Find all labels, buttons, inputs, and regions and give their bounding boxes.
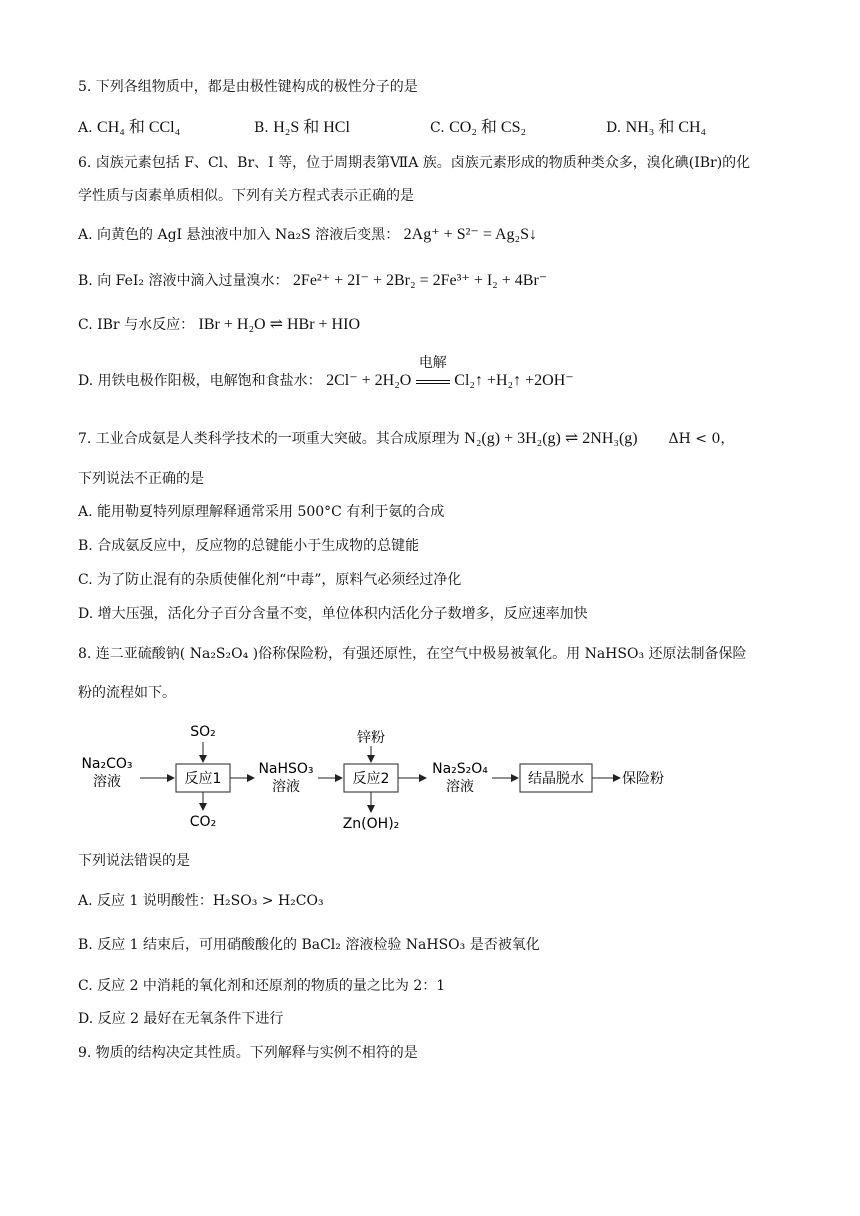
output-1-label: CO₂ — [189, 814, 217, 830]
process-flow-diagram — [74, 718, 694, 838]
option-text: NH₃ 和 CH₄ — [625, 119, 707, 136]
option-prefix: A. 向黄色的 AgI 悬浊液中加入 Na₂S 溶液后变黑： — [78, 227, 400, 243]
q8-sub-stem: 下列说法错误的是 — [78, 853, 190, 869]
option-text: CO₂ 和 CS₂ — [449, 119, 527, 136]
reaction-2-label: 反应2 — [352, 771, 390, 787]
enthalpy: ΔH < 0， — [668, 431, 735, 447]
crystallize-label: 结晶脱水 — [528, 771, 584, 787]
q8-stem-line2: 粉的流程如下。 — [78, 685, 176, 701]
condition-label: 电解 — [418, 355, 447, 371]
equation: IBr + H₂O ⇌ HBr + HIO — [198, 316, 360, 333]
equals-line-bottom — [416, 383, 450, 384]
q5-option-a — [78, 114, 180, 137]
q8-option-a: A. 反应 1 说明酸性：H₂SO₃ > H₂CO₃ — [78, 893, 324, 909]
option-letter: A. — [78, 120, 93, 136]
equation-right: Cl₂↑ +H₂↑ +2OH⁻ — [454, 372, 574, 389]
equation-left: 2Cl⁻ + 2H₂O — [326, 372, 412, 389]
mid2-label-bottom: 溶液 — [446, 779, 474, 795]
start-label-top: Na₂CO₃ — [81, 756, 133, 772]
mid-label-bottom: 溶液 — [272, 779, 300, 795]
q8-option-b: B. 反应 1 结束后，可用硝酸酸化的 BaCl₂ 溶液检验 NaHSO₃ 是否被氧化 — [78, 937, 540, 953]
stem-prefix: 7. 工业合成氨是人类科学技术的一项重大突破。其合成原理为 — [78, 431, 460, 447]
q5-option-d — [606, 114, 706, 137]
q8-option-d: D. 反应 2 最好在无氧条件下进行 — [78, 1011, 284, 1027]
option-letter: D. — [606, 120, 622, 136]
option-letter: B. — [254, 120, 269, 136]
end-label: 保险粉 — [622, 771, 664, 787]
equation: 2Fe²⁺ + 2I⁻ + 2Br₂ = 2Fe³⁺ + I₂ + 4Br⁻ — [292, 272, 548, 289]
option-prefix: D. 用铁电极作阳极，电解饱和食盐水： — [78, 373, 322, 389]
q6-option-b — [78, 272, 547, 290]
q5-option-b — [254, 114, 350, 137]
equation: N₂(g) + 3H₂(g) ⇌ 2NH₃(g) — [464, 430, 638, 447]
option-prefix: C. IBr 与水反应： — [78, 317, 195, 333]
mid-label-top: NaHSO₃ — [258, 761, 314, 777]
input-2-label: 锌粉 — [357, 730, 385, 746]
input-1-label: SO₂ — [190, 724, 216, 740]
option-letter: C. — [430, 120, 445, 136]
q6-option-a — [78, 226, 537, 244]
q9-stem: 9. 物质的结构决定其性质。下列解释与实例不相符的是 — [78, 1045, 418, 1061]
equals-line-top — [416, 380, 450, 381]
option-text: CH₄ 和 CCl₄ — [97, 119, 181, 136]
q6-option-c — [78, 316, 360, 334]
q7-stem-line2: 下列说法不正确的是 — [78, 471, 204, 487]
option-text: H₂S 和 HCl — [273, 119, 350, 136]
flow-svg — [74, 718, 694, 838]
q6-stem-line2: 学性质与卤素单质相似。下列有关方程式表示正确的是 — [78, 188, 414, 204]
reaction-1-label: 反应1 — [184, 771, 222, 787]
q7-option-a: A. 能用勒夏特列原理解释通常采用 500°C 有利于氨的合成 — [78, 504, 445, 520]
q6-stem-line1: 6. 卤族元素包括 F、Cl、Br、I 等，位于周期表第ⅦA 族。卤族元素形成的物质种类众多，溴化碘(IBr)的化 — [78, 155, 751, 171]
mid2-label-top: Na₂S₂O₄ — [432, 761, 488, 777]
q7-option-c: C. 为了防止混有的杂质使催化剂“中毒”，原料气必须经过净化 — [78, 572, 462, 588]
q7-stem-line1 — [78, 430, 734, 448]
q5-option-c — [430, 114, 526, 137]
q8-stem-line1: 8. 连二亚硫酸钠( Na₂S₂O₄ )俗称保险粉，有强还原性，在空气中极易被氧化。用 NaHSO₃ 还原法制备保险 — [78, 646, 747, 662]
q7-option-b: B. 合成氨反应中，反应物的总键能小于生成物的总键能 — [78, 538, 420, 554]
equation: 2Ag⁺ + S²⁻ = Ag₂S↓ — [403, 226, 538, 243]
q6-option-d — [78, 355, 574, 390]
output-2-label: Zn(OH)₂ — [342, 816, 400, 832]
q5-stem: 5. 下列各组物质中，都是由极性键构成的极性分子的是 — [78, 79, 418, 95]
electrolysis-sign — [416, 355, 450, 390]
q7-option-d: D. 增大压强，活化分子百分含量不变，单位体积内活化分子数增多，反应速率加快 — [78, 606, 588, 622]
option-prefix: B. 向 FeI₂ 溶液中滴入过量溴水： — [78, 273, 289, 289]
start-label-bottom: 溶液 — [93, 774, 121, 790]
q8-option-c: C. 反应 2 中消耗的氧化剂和还原剂的物质的量之比为 2：1 — [78, 978, 446, 994]
